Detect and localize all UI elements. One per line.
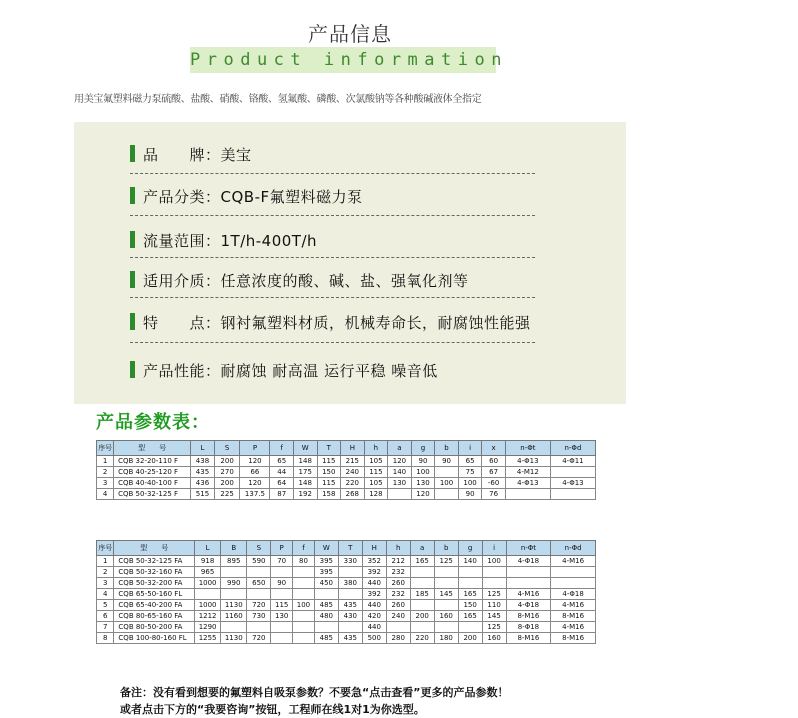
table-cell: 105 xyxy=(364,456,388,467)
table-cell: 225 xyxy=(214,489,240,500)
column-header: S xyxy=(247,541,271,556)
table-cell: 4 xyxy=(97,589,114,600)
table-cell: 165 xyxy=(458,589,482,600)
table-cell: 90 xyxy=(458,489,482,500)
table-cell xyxy=(271,622,293,633)
table-cell: 137.5 xyxy=(240,489,270,500)
table-cell: 8-M16 xyxy=(551,611,596,622)
table-cell xyxy=(482,578,506,589)
table-cell: 450 xyxy=(314,578,338,589)
column-header: n-Φd xyxy=(550,441,595,456)
model-cell: CQB 50-32-160 FA xyxy=(114,567,195,578)
table-cell xyxy=(410,600,434,611)
table-cell: 4-Φ11 xyxy=(550,456,595,467)
table-cell: 140 xyxy=(458,556,482,567)
table-cell: 6 xyxy=(97,611,114,622)
info-flow-text: 流量范围：1T/h-400T/h xyxy=(143,232,318,250)
table-cell xyxy=(293,578,315,589)
table-cell: 8-M16 xyxy=(506,633,551,644)
column-header: 序号 xyxy=(97,441,114,456)
table-cell: 1290 xyxy=(195,622,221,633)
table-cell: 125 xyxy=(434,556,458,567)
column-header: i xyxy=(458,441,482,456)
table-cell xyxy=(221,589,247,600)
table-cell xyxy=(506,578,551,589)
table-cell xyxy=(338,622,362,633)
column-header: T xyxy=(338,541,362,556)
column-header: P xyxy=(240,441,270,456)
table-cell: 440 xyxy=(362,578,386,589)
table-cell: 4-Φ13 xyxy=(550,478,595,489)
table-cell: 160 xyxy=(482,633,506,644)
table-cell: 392 xyxy=(362,589,386,600)
column-header: W xyxy=(293,441,317,456)
table-cell xyxy=(410,567,434,578)
table-body xyxy=(97,456,596,500)
column-header: h xyxy=(364,441,388,456)
table-row xyxy=(97,633,596,644)
table-cell xyxy=(314,622,338,633)
table-cell: 485 xyxy=(314,600,338,611)
table-cell: 66 xyxy=(240,467,270,478)
table-cell: 120 xyxy=(411,489,435,500)
table-row xyxy=(97,589,596,600)
table-cell xyxy=(271,589,293,600)
table-cell: 280 xyxy=(386,633,410,644)
table-cell xyxy=(221,567,247,578)
table-cell: 145 xyxy=(434,589,458,600)
table-cell xyxy=(482,567,506,578)
table-cell xyxy=(338,567,362,578)
table-cell: 440 xyxy=(362,622,386,633)
table-cell: 4-Φ18 xyxy=(506,556,551,567)
info-features xyxy=(130,312,531,333)
table-cell: 7 xyxy=(97,622,114,633)
spec-table-1 xyxy=(96,440,596,500)
model-cell: CQB 40-40-100 F xyxy=(114,478,191,489)
table-row xyxy=(97,478,596,489)
product-info-panel xyxy=(74,122,626,404)
table-cell: 90 xyxy=(411,456,435,467)
table-cell: 1255 xyxy=(195,633,221,644)
table-cell: 115 xyxy=(364,467,388,478)
table-cell: 918 xyxy=(195,556,221,567)
column-header: f xyxy=(270,441,294,456)
table-cell: -60 xyxy=(482,478,506,489)
table-cell: 4-M12 xyxy=(505,467,550,478)
table-cell: 380 xyxy=(338,578,362,589)
table-cell xyxy=(386,622,410,633)
table-cell xyxy=(434,578,458,589)
table-cell: 130 xyxy=(411,478,435,489)
table-cell xyxy=(434,600,458,611)
table-cell: 148 xyxy=(293,456,317,467)
table-cell: 192 xyxy=(293,489,317,500)
table-cell: 4-M16 xyxy=(551,622,596,633)
table-cell: 4-Φ13 xyxy=(505,478,550,489)
table-cell: 148 xyxy=(293,478,317,489)
table-cell: 8 xyxy=(97,633,114,644)
model-cell: CQB 50-32-125 FA xyxy=(114,556,195,567)
table-row xyxy=(97,456,596,467)
table-cell: 395 xyxy=(314,567,338,578)
table-cell: 8-Φ18 xyxy=(506,622,551,633)
table-cell: 215 xyxy=(341,456,365,467)
table-row xyxy=(97,489,596,500)
table-cell xyxy=(338,589,362,600)
table-cell: 175 xyxy=(293,467,317,478)
model-cell: CQB 65-40-200 FA xyxy=(114,600,195,611)
table-cell xyxy=(458,578,482,589)
page-title: 产品信息 xyxy=(308,22,392,46)
table-row xyxy=(97,611,596,622)
spec-table-2 xyxy=(96,540,596,644)
table-cell: 650 xyxy=(247,578,271,589)
table-cell: 990 xyxy=(221,578,247,589)
table-cell: 70 xyxy=(271,556,293,567)
table-cell: 1130 xyxy=(221,633,247,644)
table-row xyxy=(97,600,596,611)
table-cell: 8-M16 xyxy=(551,633,596,644)
table-cell: 8-M16 xyxy=(506,611,551,622)
column-header: b xyxy=(435,441,459,456)
table-cell: 352 xyxy=(362,556,386,567)
table-header-row xyxy=(97,441,596,456)
table-cell: 80 xyxy=(293,556,315,567)
column-header: n-Φt xyxy=(505,441,550,456)
table-cell: 500 xyxy=(362,633,386,644)
column-header: P xyxy=(271,541,293,556)
table-cell: 90 xyxy=(271,578,293,589)
table-cell: 720 xyxy=(247,600,271,611)
table-cell xyxy=(551,567,596,578)
column-header: 型 号 xyxy=(114,541,195,556)
green-bar-marker xyxy=(130,187,135,204)
table-cell: 730 xyxy=(247,611,271,622)
column-header: n-Φt xyxy=(506,541,551,556)
info-flow xyxy=(130,230,317,251)
table-header-row xyxy=(97,541,596,556)
table-cell xyxy=(435,489,459,500)
table-cell: 515 xyxy=(191,489,215,500)
table-cell: 200 xyxy=(214,456,240,467)
table-cell: 105 xyxy=(364,478,388,489)
table-cell: 965 xyxy=(195,567,221,578)
table-cell: 140 xyxy=(388,467,412,478)
table-cell: 430 xyxy=(338,611,362,622)
table-cell xyxy=(293,611,315,622)
table-cell xyxy=(293,633,315,644)
table-cell: 158 xyxy=(317,489,341,500)
table-cell xyxy=(293,589,315,600)
dashed-divider xyxy=(130,342,535,343)
table-cell: 115 xyxy=(271,600,293,611)
info-category-text: 产品分类：CQB-F氟塑料磁力泵 xyxy=(143,188,363,206)
column-header: h xyxy=(386,541,410,556)
table-cell: 440 xyxy=(362,600,386,611)
info-medium xyxy=(130,270,469,291)
table-cell: 435 xyxy=(338,600,362,611)
model-cell: CQB 80-65-160 FA xyxy=(114,611,195,622)
table-cell: 100 xyxy=(293,600,315,611)
info-performance-text: 产品性能：耐腐蚀 耐高温 运行平稳 噪音低 xyxy=(143,362,438,380)
info-brand xyxy=(130,144,252,165)
table-cell: 720 xyxy=(247,633,271,644)
table-cell: 3 xyxy=(97,578,114,589)
table-row xyxy=(97,578,596,589)
info-category xyxy=(130,186,363,207)
table-cell: 100 xyxy=(435,478,459,489)
table-cell xyxy=(314,589,338,600)
table-cell: 392 xyxy=(362,567,386,578)
table-cell xyxy=(410,578,434,589)
column-header: L xyxy=(191,441,215,456)
green-bar-marker xyxy=(130,313,135,330)
note-block xyxy=(120,684,508,718)
column-header: g xyxy=(458,541,482,556)
table-cell: 1 xyxy=(97,556,114,567)
table-cell xyxy=(434,567,458,578)
table-cell: 438 xyxy=(191,456,215,467)
table-cell: 435 xyxy=(191,467,215,478)
table-cell: 67 xyxy=(482,467,506,478)
table-body xyxy=(97,556,596,644)
dashed-divider xyxy=(130,257,535,258)
table-cell: 260 xyxy=(386,578,410,589)
table-cell: 60 xyxy=(482,456,506,467)
table-cell: 150 xyxy=(317,467,341,478)
table-cell: 120 xyxy=(240,478,270,489)
table-cell: 268 xyxy=(341,489,365,500)
table-cell: 4-Φ18 xyxy=(551,589,596,600)
column-header: B xyxy=(221,541,247,556)
model-cell: CQB 65-50-160 FL xyxy=(114,589,195,600)
column-header: H xyxy=(341,441,365,456)
table-cell: 240 xyxy=(341,467,365,478)
table-cell xyxy=(388,489,412,500)
table-cell: 125 xyxy=(482,622,506,633)
table-cell xyxy=(247,622,271,633)
table-cell xyxy=(505,489,550,500)
table-cell: 1212 xyxy=(195,611,221,622)
column-header: L xyxy=(195,541,221,556)
table-cell xyxy=(458,622,482,633)
table-cell: 480 xyxy=(314,611,338,622)
table-cell: 1000 xyxy=(195,600,221,611)
table-cell: 64 xyxy=(270,478,294,489)
table-cell: 120 xyxy=(240,456,270,467)
column-header: S xyxy=(214,441,240,456)
info-features-text: 特 点：钢衬氟塑料材质，机械寿命长，耐腐蚀性能强 xyxy=(143,314,531,332)
table-cell: 130 xyxy=(388,478,412,489)
table-cell: 220 xyxy=(341,478,365,489)
column-header: g xyxy=(411,441,435,456)
model-cell: CQB 50-32-200 FA xyxy=(114,578,195,589)
table-cell: 420 xyxy=(362,611,386,622)
info-performance xyxy=(130,360,438,381)
model-cell: CQB 50-32-125 F xyxy=(114,489,191,500)
table-row xyxy=(97,622,596,633)
table-cell: 65 xyxy=(458,456,482,467)
page-subtitle: 用美宝氟塑料磁力泵硫酸、盐酸、硝酸、铬酸、氢氟酸、磷酸、次氯酸钠等各种酸碱液体全指定 xyxy=(74,94,482,105)
table-cell xyxy=(410,622,434,633)
table-cell: 270 xyxy=(214,467,240,478)
note-line-1: 备注：没有看到想要的氟塑料自吸泵参数？不要急“点击查看”更多的产品参数！ xyxy=(120,686,509,699)
model-cell: CQB 40-25-120 F xyxy=(114,467,191,478)
table-cell xyxy=(247,567,271,578)
table-cell: 75 xyxy=(458,467,482,478)
column-header: 型 号 xyxy=(114,441,191,456)
table-cell: 232 xyxy=(386,589,410,600)
table-cell: 232 xyxy=(386,567,410,578)
table-cell: 115 xyxy=(317,456,341,467)
table-cell: 100 xyxy=(482,556,506,567)
table-cell: 2 xyxy=(97,567,114,578)
table-cell: 44 xyxy=(270,467,294,478)
table-cell xyxy=(435,467,459,478)
table-cell xyxy=(550,489,595,500)
table-cell: 240 xyxy=(386,611,410,622)
table-cell: 160 xyxy=(434,611,458,622)
dashed-divider xyxy=(130,215,535,216)
table-cell: 4-M16 xyxy=(506,589,551,600)
table-row xyxy=(97,567,596,578)
table-cell xyxy=(550,467,595,478)
table-cell xyxy=(293,622,315,633)
info-medium-text: 适用介质：任意浓度的酸、碱、盐、强氧化剂等 xyxy=(143,272,469,290)
column-header: a xyxy=(388,441,412,456)
column-header: a xyxy=(410,541,434,556)
info-brand-text: 品 牌：美宝 xyxy=(143,146,252,164)
model-cell: CQB 100-80-160 FL xyxy=(114,633,195,644)
table-cell: 145 xyxy=(482,611,506,622)
table-cell: 1 xyxy=(97,456,114,467)
table-cell: 4-Φ18 xyxy=(506,600,551,611)
table-cell: 65 xyxy=(270,456,294,467)
column-header: b xyxy=(434,541,458,556)
table-cell: 165 xyxy=(458,611,482,622)
table-cell: 200 xyxy=(214,478,240,489)
table-cell: 120 xyxy=(388,456,412,467)
table-cell xyxy=(458,567,482,578)
table-cell: 90 xyxy=(435,456,459,467)
note-line-2: 或者点击下方的“我要咨询”按钮，工程师在线1对1为你选型。 xyxy=(120,703,425,716)
column-header: n-Φd xyxy=(551,541,596,556)
green-bar-marker xyxy=(130,361,135,378)
model-cell: CQB 80-50-200 FA xyxy=(114,622,195,633)
green-bar-marker xyxy=(130,271,135,288)
table-cell: 128 xyxy=(364,489,388,500)
dashed-divider xyxy=(130,297,535,298)
table-row xyxy=(97,467,596,478)
table-cell: 87 xyxy=(270,489,294,500)
table-cell xyxy=(551,578,596,589)
table-cell xyxy=(247,589,271,600)
table-cell: 485 xyxy=(314,633,338,644)
page-title-english: Product information xyxy=(190,47,496,73)
column-header: W xyxy=(314,541,338,556)
table-cell: 110 xyxy=(482,600,506,611)
table-cell: 2 xyxy=(97,467,114,478)
column-header: 序号 xyxy=(97,541,114,556)
table-cell: 76 xyxy=(482,489,506,500)
column-header: T xyxy=(317,441,341,456)
table-cell: 435 xyxy=(338,633,362,644)
table-cell: 165 xyxy=(410,556,434,567)
table-cell: 130 xyxy=(271,611,293,622)
table-cell: 3 xyxy=(97,478,114,489)
table-cell: 200 xyxy=(410,611,434,622)
table-cell xyxy=(271,567,293,578)
model-cell: CQB 32-20-110 F xyxy=(114,456,191,467)
table-cell: 125 xyxy=(482,589,506,600)
parameter-table-title: 产品参数表： xyxy=(96,412,210,433)
column-header: f xyxy=(293,541,315,556)
table-cell xyxy=(506,567,551,578)
table-cell: 395 xyxy=(314,556,338,567)
table-cell: 4-M16 xyxy=(551,556,596,567)
table-cell: 1130 xyxy=(221,600,247,611)
table-cell: 200 xyxy=(458,633,482,644)
table-cell: 100 xyxy=(411,467,435,478)
green-bar-marker xyxy=(130,231,135,248)
table-cell xyxy=(434,622,458,633)
table-cell: 1000 xyxy=(195,578,221,589)
table-cell: 212 xyxy=(386,556,410,567)
table-cell: 100 xyxy=(458,478,482,489)
dashed-divider xyxy=(130,173,535,174)
table-cell: 4-Φ13 xyxy=(505,456,550,467)
table-cell: 185 xyxy=(410,589,434,600)
table-cell xyxy=(293,567,315,578)
table-cell: 4-M16 xyxy=(551,600,596,611)
table-cell: 330 xyxy=(338,556,362,567)
table-cell: 590 xyxy=(247,556,271,567)
table-cell: 115 xyxy=(317,478,341,489)
table-cell: 5 xyxy=(97,600,114,611)
table-row xyxy=(97,556,596,567)
table-cell: 4 xyxy=(97,489,114,500)
table-cell xyxy=(195,589,221,600)
table-cell: 895 xyxy=(221,556,247,567)
table-cell: 180 xyxy=(434,633,458,644)
table-cell: 220 xyxy=(410,633,434,644)
table-cell: 150 xyxy=(458,600,482,611)
table-cell xyxy=(271,633,293,644)
table-cell: 436 xyxy=(191,478,215,489)
table-cell: 1160 xyxy=(221,611,247,622)
column-header: x xyxy=(482,441,506,456)
table-cell: 260 xyxy=(386,600,410,611)
green-bar-marker xyxy=(130,145,135,162)
column-header: H xyxy=(362,541,386,556)
column-header: i xyxy=(482,541,506,556)
table-cell xyxy=(221,622,247,633)
